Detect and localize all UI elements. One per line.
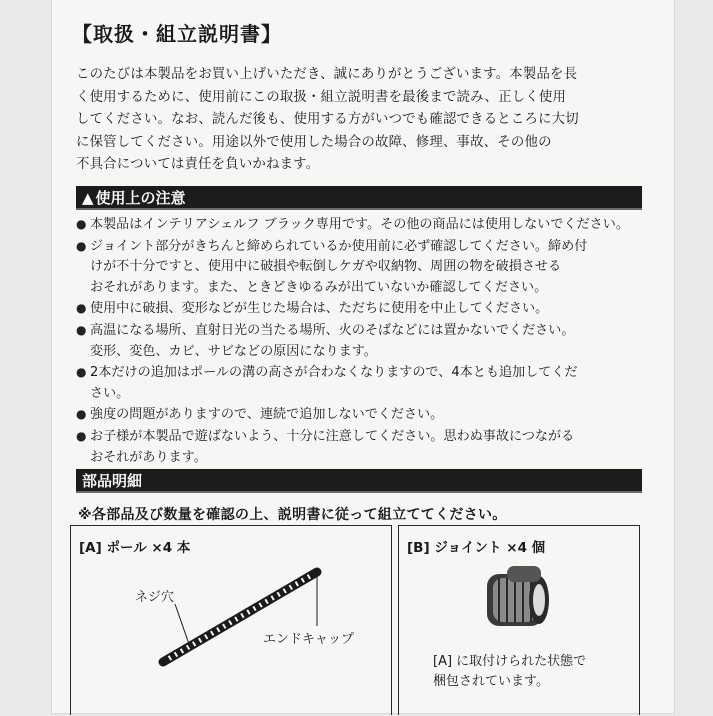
caution-line: 使用中に破損、変形などが生じた場合は、ただちに使用を中止してください。 <box>90 301 549 317</box>
bullet-icon: ● <box>76 238 87 253</box>
caution-item <box>76 426 646 468</box>
pole-icon <box>159 568 322 667</box>
caution-item <box>76 236 646 299</box>
intro-line: く使用するために、使用前にこの取扱・組立説明書を最後まで読み、正しく使用 <box>76 89 567 105</box>
caution-line: おそれがあります。 <box>90 449 207 465</box>
bullet-icon: ● <box>76 365 87 380</box>
caution-line: 変形、変色、カビ、サビなどの原因になります。 <box>90 343 377 359</box>
part-b-note-line2: 梱包されています。 <box>433 674 549 689</box>
caution-line: 高温になる場所、直射日光の当たる場所、火のそばなどには置かないでください。 <box>90 322 575 338</box>
intro-line: このたびは本製品をお買い上げいただき、誠にありがとうございます。本製品を長 <box>76 67 578 82</box>
part-a-label: [A] ポール ×4 本 <box>79 540 191 556</box>
parts-header-bar <box>76 469 642 493</box>
document-title: 【取扱・組立説明書】 <box>72 22 282 46</box>
caution-item <box>76 320 646 362</box>
bullet-icon: ● <box>76 217 87 231</box>
part-b-label: [B] ジョイント ×4 個 <box>407 540 546 556</box>
screw-hole-label: ネジ穴 <box>135 590 175 605</box>
warning-icon: ▲ <box>82 189 94 207</box>
caution-list <box>76 214 646 468</box>
caution-header: 使用上の注意 <box>95 189 186 207</box>
parts-header: 部品明細 <box>82 472 143 490</box>
part-b-note-line1: [A] に取付けられた状態で <box>433 654 587 669</box>
caution-line: ジョイント部分がきちんと締められているか使用前に必ず確認してください。締め付 <box>90 238 588 254</box>
bullet-icon: ● <box>76 322 87 337</box>
joint-icon <box>487 566 549 626</box>
caution-line: 本製品はインテリアシェルフ ブラック専用です。その他の商品には使用しないでください。 <box>90 217 629 232</box>
caution-item <box>76 404 646 426</box>
part-a-box <box>70 525 392 715</box>
caution-line: おそれがあります。また、ときどきゆるみが出ていないか確認してください。 <box>90 279 548 295</box>
caution-line: お子様が本製品で遊ばないよう、十分に注意してください。思わぬ事故につながる <box>90 428 575 444</box>
pole-illustration <box>71 526 391 716</box>
part-b-box <box>398 525 640 715</box>
intro-line: してください。なお、読んだ後も、使用する方がいつでも確認できるところに大切 <box>76 112 579 128</box>
caution-item <box>76 362 646 404</box>
parts-note: ※各部品及び数量を確認の上、説明書に従って組立ててください。 <box>78 507 507 523</box>
caution-line: 強度の問題がありますので、連続で追加しないでください。 <box>90 407 444 423</box>
bullet-icon: ● <box>76 407 87 422</box>
intro-line: に保管してください。用途以外で使用した場合の故障、修理、事故、その他の <box>76 134 552 150</box>
caution-line: けが不十分ですと、使用中に破損や転倒しケガや収納物、周囲の物を破損させる <box>90 259 562 275</box>
caution-item <box>76 298 646 320</box>
caution-item <box>76 214 646 236</box>
screw-hole-leader <box>175 604 189 644</box>
caution-line: さい。 <box>90 385 130 401</box>
caution-header-bar <box>76 186 642 210</box>
intro-line: 不具合については責任を負いかねます。 <box>76 157 320 173</box>
bullet-icon: ● <box>76 428 87 443</box>
bullet-icon: ● <box>76 301 87 316</box>
intro-paragraph <box>76 64 648 177</box>
caution-line: 2本だけの追加はポールの溝の高さが合わなくなりますので、4本とも追加してくだ <box>90 365 578 381</box>
end-cap-label: エンドキャップ <box>263 632 355 647</box>
